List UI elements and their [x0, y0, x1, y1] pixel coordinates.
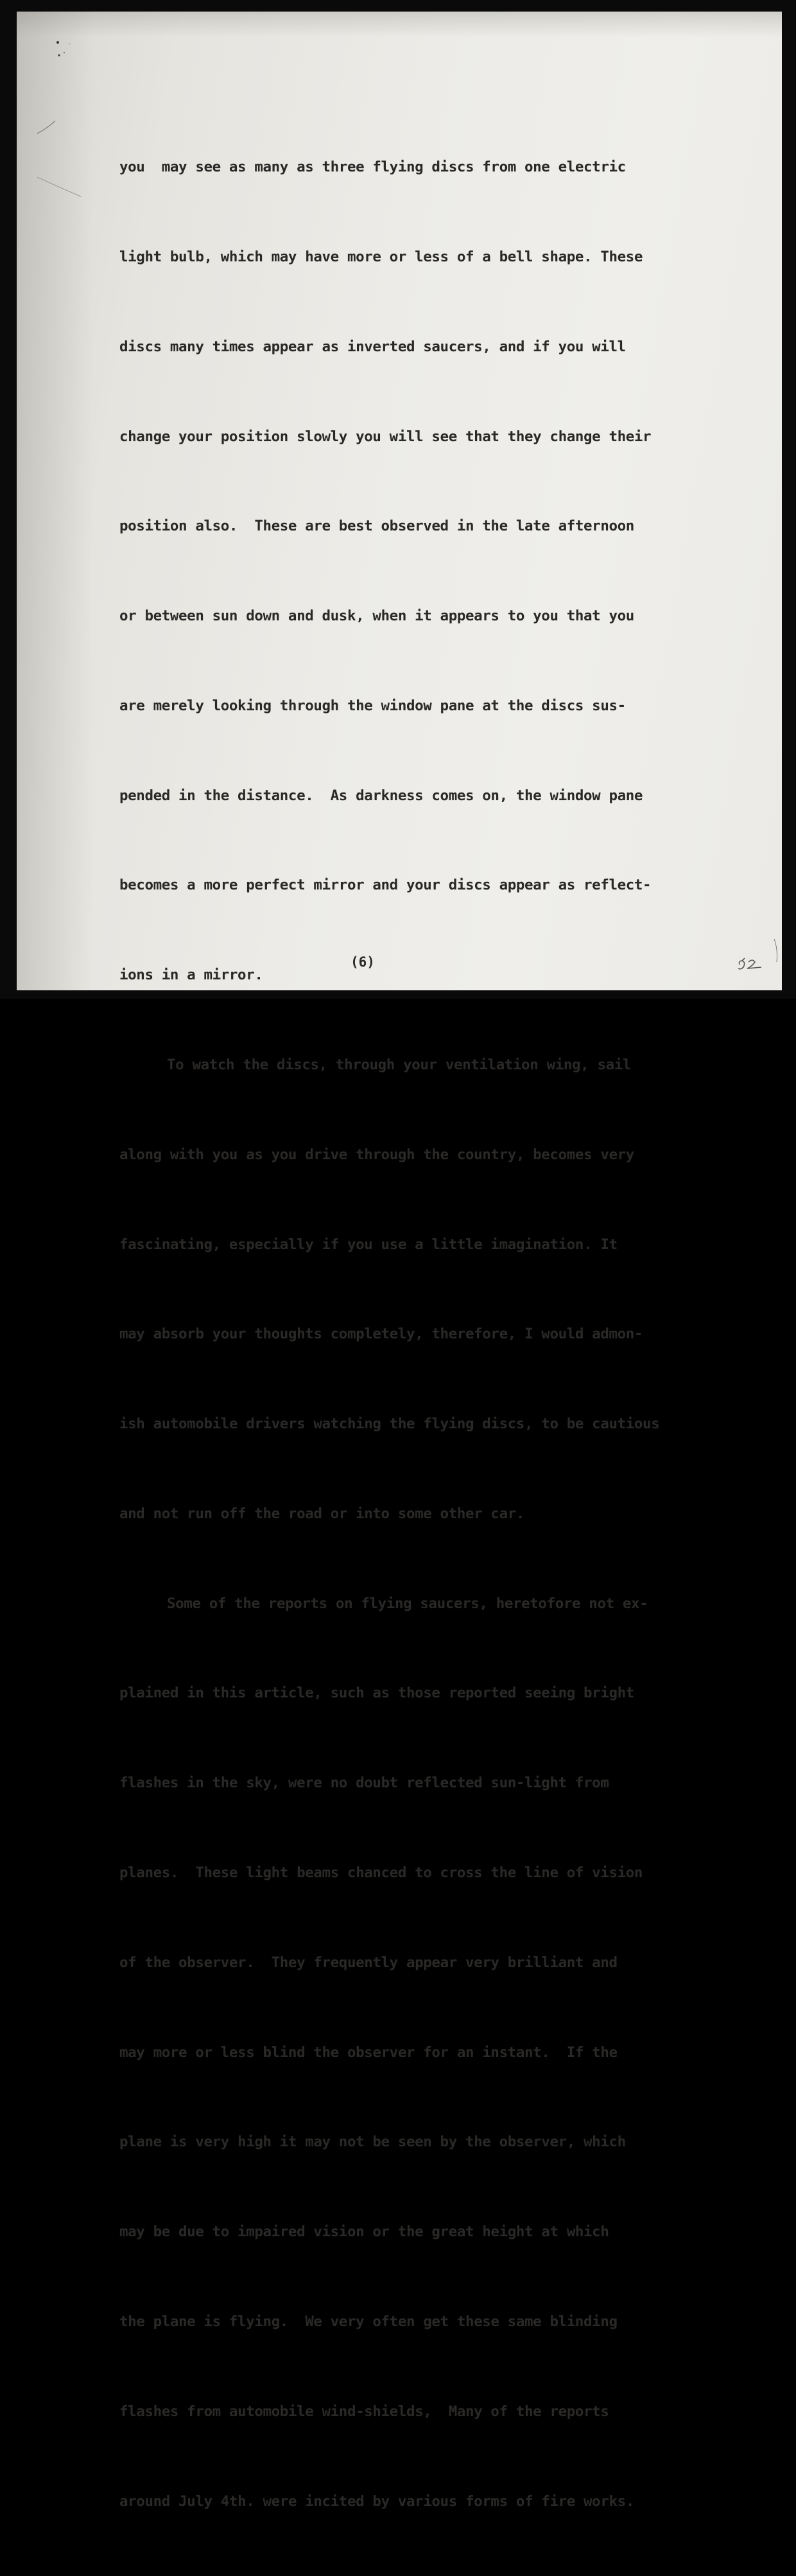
text-line: To watch the discs, through your ventilation wing, sail [167, 1056, 632, 1073]
text-line: flashes in the sky, were no doubt reflected sun-light from [119, 1774, 609, 1792]
text-line: planes. These light beams chanced to cross the line of vision [119, 1864, 643, 1882]
text-line: around July 4th. were incited by various forms of fire works. [119, 2493, 634, 2510]
text-line: ions in a mirror. [119, 967, 263, 984]
text-line: may absorb your thoughts completely, therefore, I would admon- [119, 1326, 643, 1343]
paper-sheet [17, 12, 782, 2510]
text-line: along with you as you drive through the country, becomes very [119, 1146, 634, 1163]
text-line: of the observer. They frequently appear very brilliant and [119, 1954, 618, 1971]
text-line: discs many times appear as inverted saucers, and if you will [119, 338, 626, 355]
text-line: plane is very high it may not be seen by the observer, which [119, 2134, 626, 2151]
text-line: pended in the distance. As darkness comes on, the window pane [119, 787, 643, 804]
text-line: fascinating, especially if you use a little imagination. It [119, 1236, 618, 1253]
text-line: may be due to impaired vision or the great height at which [119, 2223, 609, 2241]
text-line: Some of the reports on flying saucers, heretofore not ex- [167, 1595, 648, 1612]
text-line: are merely looking through the window pane at the discs sus- [119, 697, 626, 714]
text-line: plained in this article, such as those reported seeing bright [119, 1685, 634, 1702]
text-line: becomes a more perfect mirror and your discs appear as reflect- [119, 877, 652, 894]
text-line: or between sun down and dusk, when it appears to you that you [119, 608, 634, 625]
text-line: the plane is flying. We very often get these same blinding [119, 2313, 618, 2330]
text-line: may more or less blind the observer for an instant. If the [119, 2044, 618, 2061]
text-line: ish automobile drivers watching the flying discs, to be cautious [119, 1415, 660, 1433]
body-text [119, 92, 736, 2576]
text-line: change your position slowly you will see that they change their [119, 428, 652, 445]
edge-marks [36, 24, 126, 230]
text-line: and not run off the road or into some other car. [119, 1505, 525, 1522]
text-line: flashes from automobile wind-shields, Many of the reports [119, 2403, 609, 2420]
text-line: position also. These are best observed in the late afternoon [119, 518, 634, 535]
text-line: light bulb, which may have more or less of a bell shape. These [119, 248, 643, 265]
handwritten-page-number [736, 936, 787, 975]
page-number: (6) [350, 954, 375, 970]
text-line: you may see as many as three flying discs from one electric [119, 159, 626, 176]
